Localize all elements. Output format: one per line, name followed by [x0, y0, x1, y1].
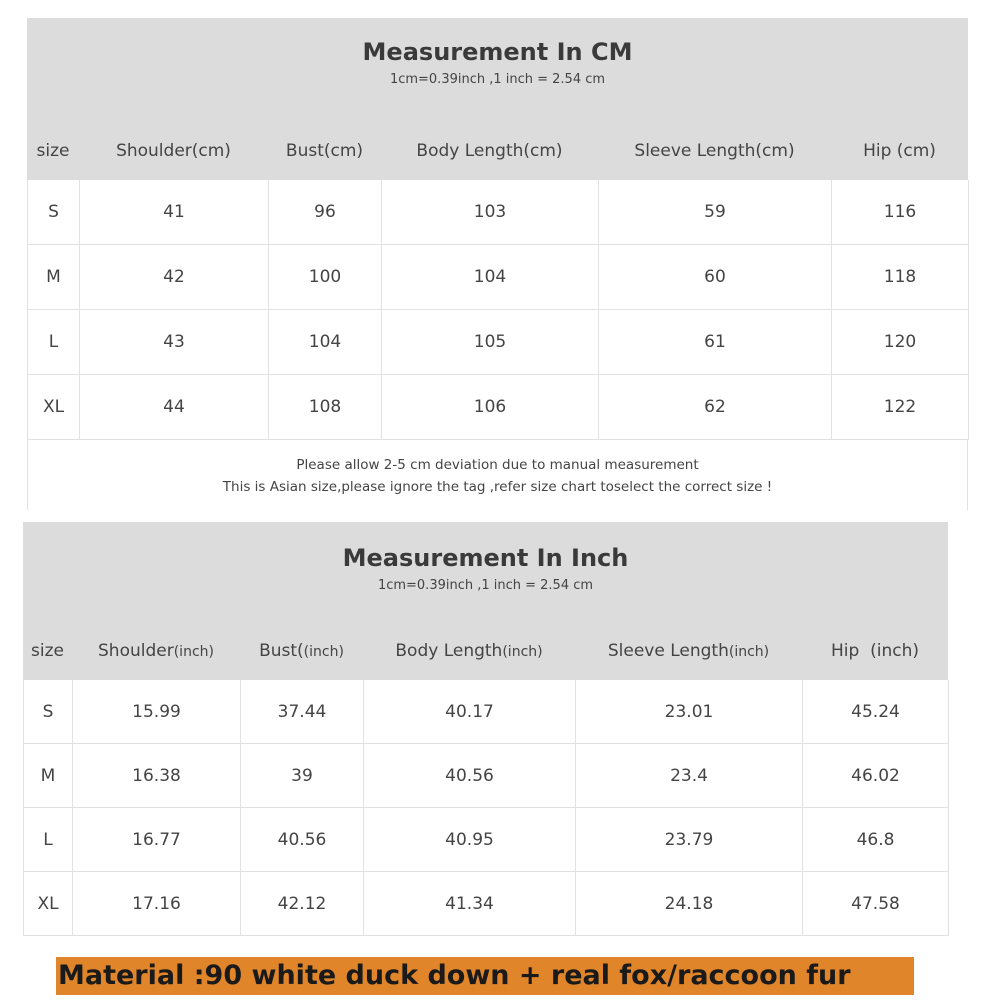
shoulder-cell: 16.38	[73, 744, 241, 808]
body-length-cell: 40.56	[364, 744, 576, 808]
cm-column-headers	[27, 122, 968, 180]
column-header-bust: Bust((inch)	[259, 641, 344, 661]
table-row	[28, 245, 969, 310]
column-header-hip: Hip (inch)	[831, 641, 919, 661]
body-length-cell: 106	[382, 375, 599, 440]
hip-cell: 122	[832, 375, 969, 440]
hip-cell: 46.02	[803, 744, 949, 808]
table-row	[24, 808, 949, 872]
inch-table-title: Measurement In Inch	[342, 544, 629, 572]
table-row	[24, 744, 949, 808]
material-text: Material :90 white duck down + real fox/raccoon fur	[58, 960, 851, 991]
table-row	[24, 680, 949, 744]
inch-table-header	[23, 522, 948, 680]
body-length-cell: 105	[382, 310, 599, 375]
table-row	[24, 872, 949, 936]
deviation-note: Please allow 2-5 cm deviation due to manual measurement	[296, 457, 699, 473]
bust-cell: 96	[269, 180, 382, 245]
shoulder-cell: 44	[80, 375, 269, 440]
column-header-body-length: Body Length(cm)	[416, 141, 563, 161]
cm-table-header	[27, 18, 968, 180]
column-header-bust: Bust(cm)	[285, 141, 364, 161]
sleeve-length-cell: 62	[599, 375, 832, 440]
table-row	[28, 310, 969, 375]
sleeve-length-cell: 24.18	[576, 872, 803, 936]
size-cell: S	[28, 180, 80, 245]
hip-cell: 116	[832, 180, 969, 245]
column-header-shoulder: Shoulder(cm)	[116, 141, 231, 161]
body-length-cell: 40.95	[364, 808, 576, 872]
column-header-sleeve-length: Sleeve Length(inch)	[607, 641, 770, 661]
table-row	[28, 375, 969, 440]
column-header-size: size	[31, 641, 64, 661]
cm-table-title: Measurement In CM	[362, 38, 633, 66]
shoulder-cell: 17.16	[73, 872, 241, 936]
material-banner	[56, 957, 914, 995]
size-cell: M	[24, 744, 73, 808]
sleeve-length-cell: 61	[599, 310, 832, 375]
sleeve-length-cell: 23.4	[576, 744, 803, 808]
body-length-cell: 40.17	[364, 680, 576, 744]
bust-cell: 37.44	[241, 680, 364, 744]
hip-cell: 46.8	[803, 808, 949, 872]
size-cell: L	[28, 310, 80, 375]
size-cell: L	[24, 808, 73, 872]
body-length-cell: 103	[382, 180, 599, 245]
size-cell: S	[24, 680, 73, 744]
inch-conversion-note: 1cm=0.39inch ,1 inch = 2.54 cm	[377, 578, 594, 593]
size-cell: XL	[28, 375, 80, 440]
hip-cell: 45.24	[803, 680, 949, 744]
shoulder-cell: 43	[80, 310, 269, 375]
column-header-size: size	[36, 141, 70, 161]
hip-cell: 47.58	[803, 872, 949, 936]
size-cell: XL	[24, 872, 73, 936]
cm-size-chart	[27, 18, 968, 510]
body-length-cell: 41.34	[364, 872, 576, 936]
cm-conversion-note: 1cm=0.39inch ,1 inch = 2.54 cm	[389, 72, 606, 87]
bust-cell: 108	[269, 375, 382, 440]
sleeve-length-cell: 23.79	[576, 808, 803, 872]
column-header-body-length: Body Length(inch)	[395, 641, 543, 661]
column-header-sleeve-length: Sleeve Length(cm)	[634, 141, 795, 161]
table-row	[28, 180, 969, 245]
shoulder-cell: 16.77	[73, 808, 241, 872]
inch-column-headers	[23, 622, 948, 680]
shoulder-cell: 42	[80, 245, 269, 310]
size-cell: M	[28, 245, 80, 310]
bust-cell: 104	[269, 310, 382, 375]
asian-size-note: This is Asian size,please ignore the tag ,refer size chart toselect the correct size !	[222, 479, 773, 495]
sleeve-length-cell: 60	[599, 245, 832, 310]
bust-cell: 42.12	[241, 872, 364, 936]
bust-cell: 100	[269, 245, 382, 310]
hip-cell: 118	[832, 245, 969, 310]
column-header-shoulder: Shoulder(inch)	[98, 641, 214, 661]
measurement-note	[27, 440, 968, 510]
column-header-hip: Hip (cm)	[863, 141, 936, 161]
body-length-cell: 104	[382, 245, 599, 310]
bust-cell: 40.56	[241, 808, 364, 872]
bust-cell: 39	[241, 744, 364, 808]
shoulder-cell: 41	[80, 180, 269, 245]
hip-cell: 120	[832, 310, 969, 375]
shoulder-cell: 15.99	[73, 680, 241, 744]
sleeve-length-cell: 59	[599, 180, 832, 245]
sleeve-length-cell: 23.01	[576, 680, 803, 744]
inch-size-chart	[23, 522, 948, 936]
